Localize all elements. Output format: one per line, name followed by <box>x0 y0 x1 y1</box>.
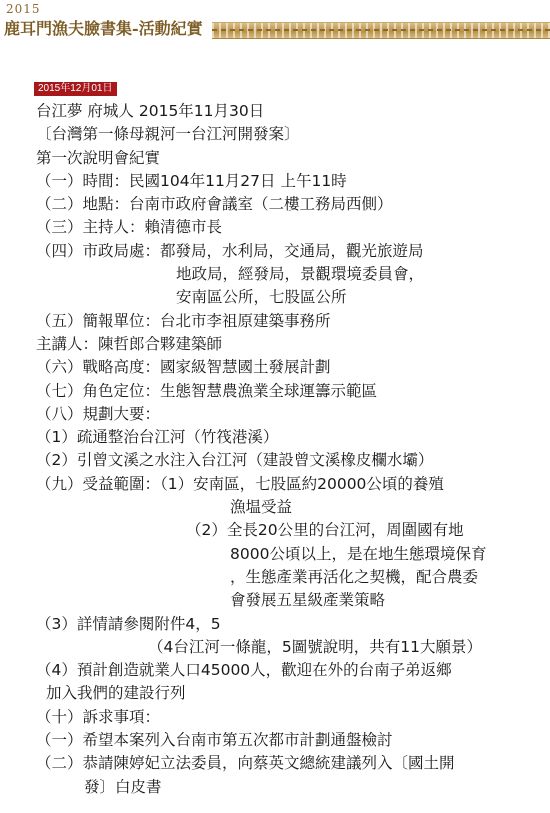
post-line: （一）時間：民國104年11月27日 上午11時 <box>36 171 347 190</box>
post-line: ，生態產業再活化之契機，配合農委 <box>230 567 479 586</box>
post-line: 台江夢 府城人 2015年11月30日 <box>36 102 265 120</box>
post-body <box>36 100 542 799</box>
post-line: （二）地點：台南市政府會議室（二樓工務局西側） <box>36 195 393 214</box>
post-date-badge: 2015年12月01日 <box>34 82 117 96</box>
post-line: （1）疏通整治台江河（竹筏港溪） <box>36 428 279 447</box>
post-line: 8000公頃以上，是在地生態環境保育 <box>230 544 487 563</box>
post-line: （2）引曾文溪之水注入台江河（建設曾文溪橡皮欄水壩） <box>36 451 434 470</box>
post-line: （四）市政局處：都發局，水利局，交通局，觀光旅遊局 <box>36 241 424 260</box>
decorative-border-band <box>212 22 550 39</box>
post-line: （七）角色定位：生態智慧農漁業全球運籌示範區 <box>36 381 378 400</box>
post-line: 〔台灣第一條母親河一台江河開發案〕 <box>36 125 300 144</box>
post-line: （六）戰略高度：國家級智慧國土發展計劃 <box>36 358 331 377</box>
post-line: 第一次說明會紀實 <box>36 148 161 167</box>
blog-header <box>0 0 550 42</box>
post-line: 漁塭受益 <box>230 498 293 517</box>
post-line: （五）簡報單位：台北市李祖原建築事務所 <box>36 311 331 330</box>
header-title: 鹿耳門漁夫臉書集-活動紀實 <box>4 19 203 38</box>
header-year: 2015 <box>6 2 41 16</box>
post-line: 會發展五星級產業策略 <box>230 591 386 610</box>
post-line: 安南區公所，七股區公所 <box>176 288 347 307</box>
post-line: （2）全長20公里的台江河，周圍國有地 <box>186 521 464 540</box>
post-line: （一）希望本案列入台南市第五次都市計劃通盤檢討 <box>36 731 393 750</box>
post-line: 主講人：陳哲郎合夥建築師 <box>36 334 223 353</box>
post-line: 加入我們的建設行列 <box>46 684 186 703</box>
post-line: （九）受益範圍：（1）安南區，七股區約20000公頃的養殖 <box>36 474 444 493</box>
post-line: （4台江河一條龍，5圖號說明，共有11大願景） <box>148 637 482 656</box>
post-line: （二）恭請陳婷妃立法委員，向蔡英文總統建議列入〔國土開 <box>36 754 455 773</box>
post-line: （4）預計創造就業人口45000人，歡迎在外的台南子弟返鄉 <box>36 661 452 680</box>
post-line: （3）詳情請參閱附件4，5 <box>36 614 221 633</box>
post-line: （三）主持人：賴清德市長 <box>36 218 223 237</box>
post-line: 發〕白皮書 <box>84 777 162 796</box>
post-line: 地政局，經發局，景觀環境委員會， <box>176 265 425 284</box>
post-line: （十）訴求事項： <box>36 707 161 726</box>
post-line: （八）規劃大要： <box>36 404 161 423</box>
